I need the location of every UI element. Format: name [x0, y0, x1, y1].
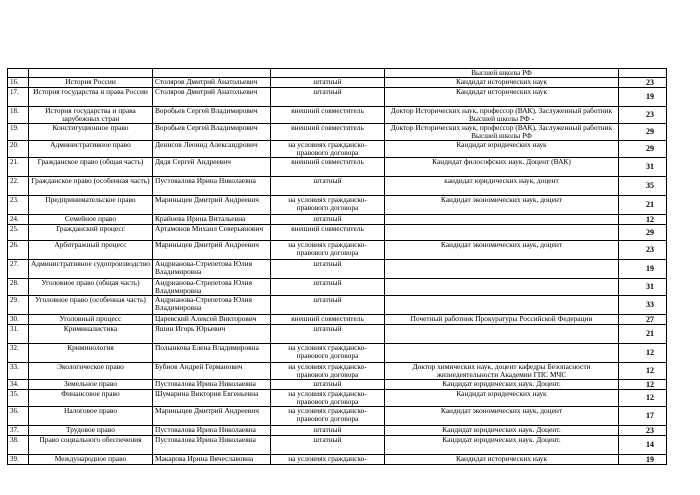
cell-num: 20. [8, 141, 29, 158]
cell-hours: 29 [619, 141, 667, 158]
table-row-continued [8, 69, 667, 78]
cell-subject: Гражданское право (общая часть) [29, 158, 153, 177]
cell-hours: 29 [619, 225, 667, 241]
cell-subject: Трудовое право [29, 426, 153, 436]
cell-hours: 31 [619, 279, 667, 296]
cell-subject: Налоговое право [29, 407, 153, 426]
cell-employment: на условиях гражданско-правового договора [271, 390, 385, 407]
cell-qualification [385, 215, 619, 225]
teachers-table [7, 68, 667, 465]
cell-subject: Финансовое право [29, 390, 153, 407]
cell-num: 23. [8, 196, 29, 215]
cell-teacher: Царевский Алексей Викторович [153, 315, 271, 325]
cell-subject: Криминалистика [29, 325, 153, 344]
table-row [8, 260, 667, 279]
cell-hours: 12 [619, 344, 667, 363]
cell-qualification: Кандидат философских наук. Доцент (ВАК) [385, 158, 619, 177]
cell-qualification: Почетный работник Прокуратуры Российской Федерации [385, 315, 619, 325]
cell-employment: штатный [271, 88, 385, 107]
cell-teacher [153, 69, 271, 78]
cell-subject [29, 69, 153, 78]
cell-num: 33. [8, 363, 29, 380]
cell-subject: Семейное право [29, 215, 153, 225]
cell-qualification: Кандидат экономических наук, доцент [385, 407, 619, 426]
cell-hours: 19 [619, 260, 667, 279]
cell-teacher: Бубнов Андрей Германович [153, 363, 271, 380]
cell-teacher: Макарова Ирина Вячеславовна [153, 455, 271, 465]
table-row [8, 107, 667, 124]
cell-teacher: Пустовалова Ирина Николаевна [153, 177, 271, 196]
cell-subject: Уголовное право (особенная часть) [29, 296, 153, 315]
table-row [8, 141, 667, 158]
table-row [8, 325, 667, 344]
cell-hours: 23 [619, 426, 667, 436]
cell-qualification: Кандидат юридических наук [385, 390, 619, 407]
cell-qualification [385, 260, 619, 279]
cell-qualification [385, 325, 619, 344]
cell-employment [271, 69, 385, 78]
cell-num: 17. [8, 88, 29, 107]
cell-qualification: Кандидат исторических наук [385, 455, 619, 465]
cell-hours: 19 [619, 455, 667, 465]
table-row [8, 177, 667, 196]
cell-hours: 12 [619, 215, 667, 225]
cell-qualification: Кандидат юридических наук [385, 141, 619, 158]
cell-num: 26. [8, 241, 29, 260]
cell-subject: Арбитражный процесс [29, 241, 153, 260]
cell-num: 31. [8, 325, 29, 344]
cell-hours: 29 [619, 124, 667, 141]
cell-employment: штатный [271, 380, 385, 390]
table-row [8, 225, 667, 241]
cell-hours: 35 [619, 177, 667, 196]
cell-num: 28. [8, 279, 29, 296]
cell-employment: штатный [271, 215, 385, 225]
cell-teacher: Столяров Дмитрий Анатольевич [153, 88, 271, 107]
cell-qualification [385, 225, 619, 241]
cell-employment: внешний совместитель [271, 158, 385, 177]
cell-hours: 12 [619, 380, 667, 390]
cell-qualification [385, 344, 619, 363]
cell-teacher: Дядя Сергей Андреевич [153, 158, 271, 177]
table-row [8, 315, 667, 325]
cell-qualification: Кандидат юридических наук. Доцент. [385, 436, 619, 455]
cell-num: 39. [8, 455, 29, 465]
cell-subject: Право социального обеспечения [29, 436, 153, 455]
cell-teacher: Крайнева Ирина Витальевна [153, 215, 271, 225]
cell-teacher: Пустовалова Ирина Николаевна [153, 380, 271, 390]
cell-employment: штатный [271, 78, 385, 88]
cell-subject: Международное право [29, 455, 153, 465]
cell-qualification: Доктор химических наук, доцент кафедры Безопасности жизнедеятельности Академии ГПС МЧС [385, 363, 619, 380]
cell-employment: штатный [271, 279, 385, 296]
cell-hours: 23 [619, 241, 667, 260]
cell-qualification [385, 279, 619, 296]
table-row [8, 344, 667, 363]
cell-teacher: Яшин Игорь Юрьевич [153, 325, 271, 344]
cell-hours: 23 [619, 78, 667, 88]
cell-hours [619, 69, 667, 78]
cell-subject: Гражданский процесс [29, 225, 153, 241]
cell-teacher: Андрианова-Стрепетова Юлия Владимировна [153, 296, 271, 315]
cell-teacher: Воробьев Сергей Владимирович [153, 107, 271, 124]
cell-num: 32. [8, 344, 29, 363]
cell-hours: 21 [619, 325, 667, 344]
cell-qualification: Кандидат исторических наук [385, 78, 619, 88]
cell-qualification: Кандидат юридических наук. Доцент. [385, 426, 619, 436]
cell-qualification: Кандидат исторических наук [385, 88, 619, 107]
cell-teacher: Шумарина Виктория Евгеньевна [153, 390, 271, 407]
cell-hours: 12 [619, 363, 667, 380]
cell-employment: на условиях гражданско-правового договора [271, 344, 385, 363]
cell-subject: История России [29, 78, 153, 88]
cell-employment: на условиях гражданско-правового договора [271, 241, 385, 260]
cell-num: 19. [8, 124, 29, 141]
cell-teacher: Столяров Дмитрий Анатольевич [153, 78, 271, 88]
cell-employment: на условиях гражданско-правового договора [271, 196, 385, 215]
cell-subject: История государства и права России [29, 88, 153, 107]
cell-subject: Экологическое право [29, 363, 153, 380]
cell-employment: штатный [271, 325, 385, 344]
cell-num: 22. [8, 177, 29, 196]
cell-employment: внешний совместитель [271, 315, 385, 325]
cell-qualification: Высшей школы РФ [385, 69, 619, 78]
cell-num: 29. [8, 296, 29, 315]
table-row [8, 88, 667, 107]
cell-hours: 27 [619, 315, 667, 325]
table-row [8, 380, 667, 390]
table-row [8, 279, 667, 296]
cell-employment: на условиях гражданско-правового договора [271, 141, 385, 158]
table-row [8, 426, 667, 436]
cell-qualification: Кандидат экономических наук, доцент [385, 241, 619, 260]
cell-teacher: Артамонов Михаил Северьянович [153, 225, 271, 241]
cell-num: 36. [8, 407, 29, 426]
table-row [8, 436, 667, 455]
cell-num: 27. [8, 260, 29, 279]
cell-hours: 31 [619, 158, 667, 177]
table-row [8, 158, 667, 177]
table-row [8, 390, 667, 407]
cell-subject: Уголовное право (общая часть) [29, 279, 153, 296]
table-row [8, 363, 667, 380]
cell-employment: штатный [271, 177, 385, 196]
cell-hours: 33 [619, 296, 667, 315]
cell-subject: Уголовный процесс [29, 315, 153, 325]
cell-qualification: Кандидат юридических наук. Доцент. [385, 380, 619, 390]
cell-qualification: кандидат юридических наук, доцент [385, 177, 619, 196]
table-row [8, 455, 667, 465]
cell-subject: Конституционное право [29, 124, 153, 141]
cell-subject: Административное право [29, 141, 153, 158]
cell-teacher: Пустовалова Ирина Николаевна [153, 426, 271, 436]
cell-teacher: Полынкова Елена Владимировна [153, 344, 271, 363]
table-row [8, 124, 667, 141]
cell-hours: 14 [619, 436, 667, 455]
cell-num: 34. [8, 380, 29, 390]
cell-hours: 17 [619, 407, 667, 426]
table-row [8, 196, 667, 215]
cell-num: 24. [8, 215, 29, 225]
cell-teacher: Воробьев Сергей Владимирович [153, 124, 271, 141]
cell-employment: внешний совместитель [271, 107, 385, 124]
cell-employment: штатный [271, 296, 385, 315]
cell-qualification [385, 296, 619, 315]
cell-teacher: Андрианова-Стрепетова Юлия Владимировна [153, 279, 271, 296]
cell-hours: 21 [619, 196, 667, 215]
teachers-table-body [8, 69, 667, 465]
cell-subject: Гражданское право (особенная часть) [29, 177, 153, 196]
cell-qualification: Доктор Исторических наук, профессор (ВАК), Заслуженный работник Высшей школы РФ [385, 124, 619, 141]
cell-subject: Предпринимательское право [29, 196, 153, 215]
cell-hours: 23 [619, 107, 667, 124]
cell-subject: Криминология [29, 344, 153, 363]
cell-subject: Земельное право [29, 380, 153, 390]
table-row [8, 78, 667, 88]
cell-employment: на условиях гражданско-правового договора [271, 363, 385, 380]
cell-employment: на условиях гражданско- [271, 455, 385, 465]
cell-num: 25. [8, 225, 29, 241]
cell-teacher: Мариныцев Дмитрий Андреевич [153, 196, 271, 215]
cell-num: 35. [8, 390, 29, 407]
table-row [8, 215, 667, 225]
cell-qualification: Доктор Исторических наук, профессор (ВАК), Заслуженный работник Высшей школы РФ - [385, 107, 619, 124]
cell-employment: внешний совместитель [271, 124, 385, 141]
cell-teacher: Пустовалова Ирина Николаевна [153, 436, 271, 455]
cell-subject: История государства и права зарубежных стран [29, 107, 153, 124]
cell-num: 30. [8, 315, 29, 325]
cell-employment: штатный [271, 436, 385, 455]
table-row [8, 407, 667, 426]
table-row [8, 296, 667, 315]
cell-employment: штатный [271, 260, 385, 279]
cell-num [8, 69, 29, 78]
cell-teacher: Андрианова-Стрепетова Юлия Владимировна [153, 260, 271, 279]
cell-num: 21. [8, 158, 29, 177]
cell-num: 18. [8, 107, 29, 124]
cell-num: 37. [8, 426, 29, 436]
cell-subject: Административное судопроизводство [29, 260, 153, 279]
cell-employment: на условиях гражданско-правового договора [271, 407, 385, 426]
cell-num: 38. [8, 436, 29, 455]
cell-employment: внешний совместитель [271, 225, 385, 241]
cell-employment: штатный [271, 426, 385, 436]
cell-hours: 19 [619, 88, 667, 107]
cell-teacher: Денисов Леонид Александрович [153, 141, 271, 158]
cell-qualification: Кандидат экономических наук, доцент [385, 196, 619, 215]
cell-teacher: Мариныцев Дмитрий Андреевич [153, 407, 271, 426]
table-row [8, 241, 667, 260]
cell-hours: 12 [619, 390, 667, 407]
cell-num: 16. [8, 78, 29, 88]
cell-teacher: Мариныцев Дмитрий Андреевич [153, 241, 271, 260]
